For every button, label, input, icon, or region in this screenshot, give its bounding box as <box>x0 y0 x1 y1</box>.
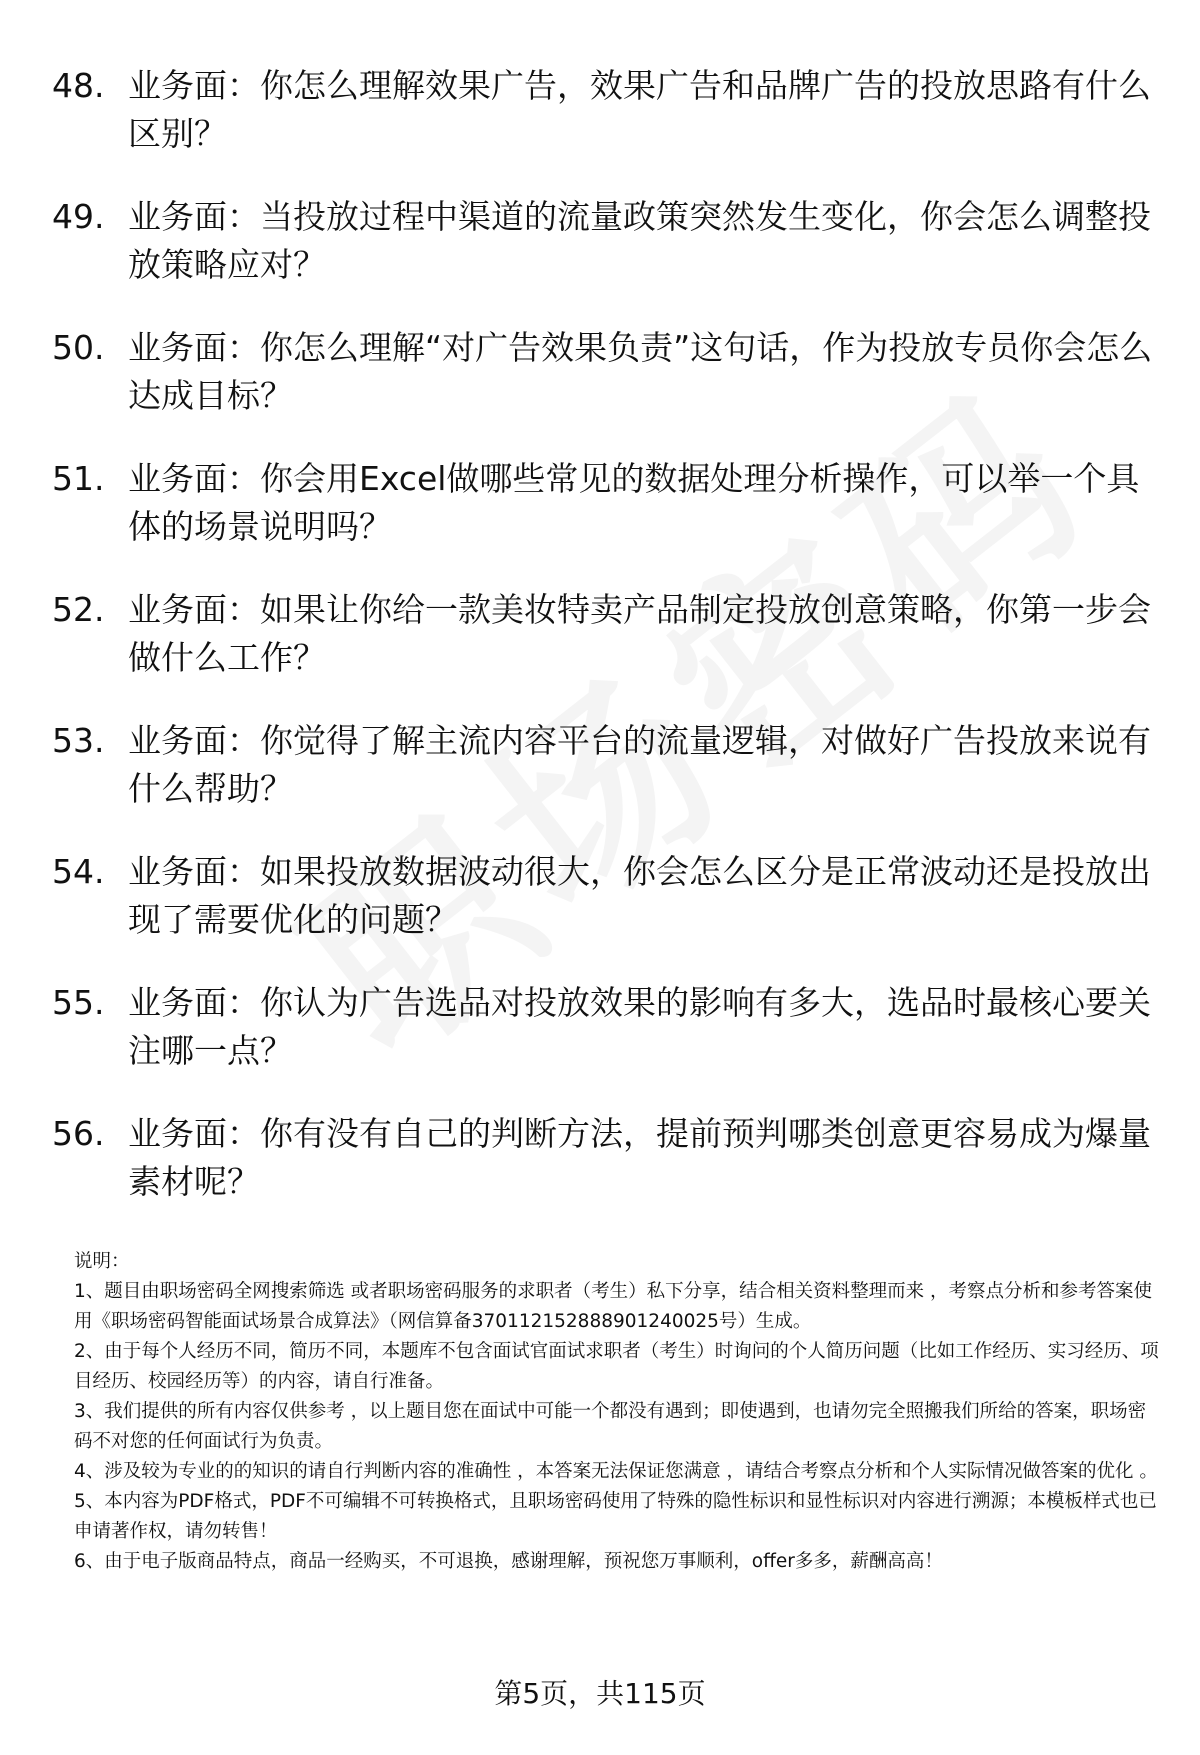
question-text: 业务面：如果让你给一款美妆特卖产品制定投放创意策略，你第一步会做什么工作？ <box>128 590 1151 677</box>
question-number: 53. <box>52 721 105 760</box>
note-item: 6、由于电子版商品特点，商品一经购买，不可退换，感谢理解，预祝您万事顺利，offer多多，薪酬高高！ <box>74 1551 943 1572</box>
question-text: 业务面：你认为广告选品对投放效果的影响有多大，选品时最核心要关注哪一点？ <box>128 983 1151 1070</box>
question-text: 业务面：你怎么理解“对广告效果负责”这句话，作为投放专员你会怎么达成目标？ <box>128 328 1153 415</box>
question-item <box>0 848 1200 979</box>
question-list <box>0 62 1200 1241</box>
question-item <box>0 717 1200 848</box>
question-number: 51. <box>52 459 105 498</box>
question-number: 56. <box>52 1114 105 1153</box>
page-number: 第5页，共115页 <box>494 1677 706 1710</box>
note-item: 5、本内容为PDF格式，PDF不可编辑不可转换格式，且职场密码使用了特殊的隐性标识和显性标识对内容进行溯源；本模板样式也已申请著作权，请勿转售！ <box>74 1491 1157 1542</box>
notes-section <box>74 1247 1164 1577</box>
question-text: 业务面：你有没有自己的判断方法，提前预判哪类创意更容易成为爆量素材呢？ <box>128 1114 1151 1201</box>
question-item <box>0 324 1200 455</box>
question-text: 业务面：如果投放数据波动很大，你会怎么区分是正常波动还是投放出现了需要优化的问题？ <box>128 852 1151 939</box>
question-item <box>0 979 1200 1110</box>
question-text: 业务面：当投放过程中渠道的流量政策突然发生变化，你会怎么调整投放策略应对？ <box>128 197 1151 284</box>
question-number: 52. <box>52 590 105 629</box>
question-number: 49. <box>52 197 105 236</box>
question-number: 54. <box>52 852 105 891</box>
question-text: 业务面：你怎么理解效果广告，效果广告和品牌广告的投放思路有什么区别？ <box>128 66 1151 153</box>
question-text: 业务面：你觉得了解主流内容平台的流量逻辑，对做好广告投放来说有什么帮助？ <box>128 721 1151 808</box>
question-text: 业务面：你会用Excel做哪些常见的数据处理分析操作，可以举一个具体的场景说明吗？ <box>128 459 1140 546</box>
question-number: 50. <box>52 328 105 367</box>
question-number: 48. <box>52 66 105 105</box>
note-item: 1、题目由职场密码全网搜索筛选 或者职场密码服务的求职者（考生）私下分享，结合相关资料整理而来 ，考察点分析和参考答案使用《职场密码智能面试场景合成算法》（网信算备370112152888901240025号）生成。 <box>74 1281 1153 1332</box>
question-number: 55. <box>52 983 105 1022</box>
question-item <box>0 455 1200 586</box>
note-item: 2、由于每个人经历不同，简历不同，本题库不包含面试官面试求职者（考生）时询问的个人简历问题（比如工作经历、实习经历、项目经历、校园经历等）的内容，请自行准备。 <box>74 1341 1159 1392</box>
note-item: 3、我们提供的所有内容仅供参考 ，以上题目您在面试中可能一个都没有遇到；即使遇到，也请勿完全照搬我们所给的答案，职场密码不对您的任何面试行为负责。 <box>74 1401 1147 1452</box>
note-item: 4、涉及较为专业的的知识的请自行判断内容的准确性 ，本答案无法保证您满意 ，请结合考察点分析和个人实际情况做答案的优化 。 <box>74 1461 1158 1482</box>
question-item <box>0 193 1200 324</box>
question-item <box>0 1110 1200 1241</box>
question-item <box>0 62 1200 193</box>
question-item <box>0 586 1200 717</box>
notes-heading: 说明： <box>74 1251 130 1272</box>
